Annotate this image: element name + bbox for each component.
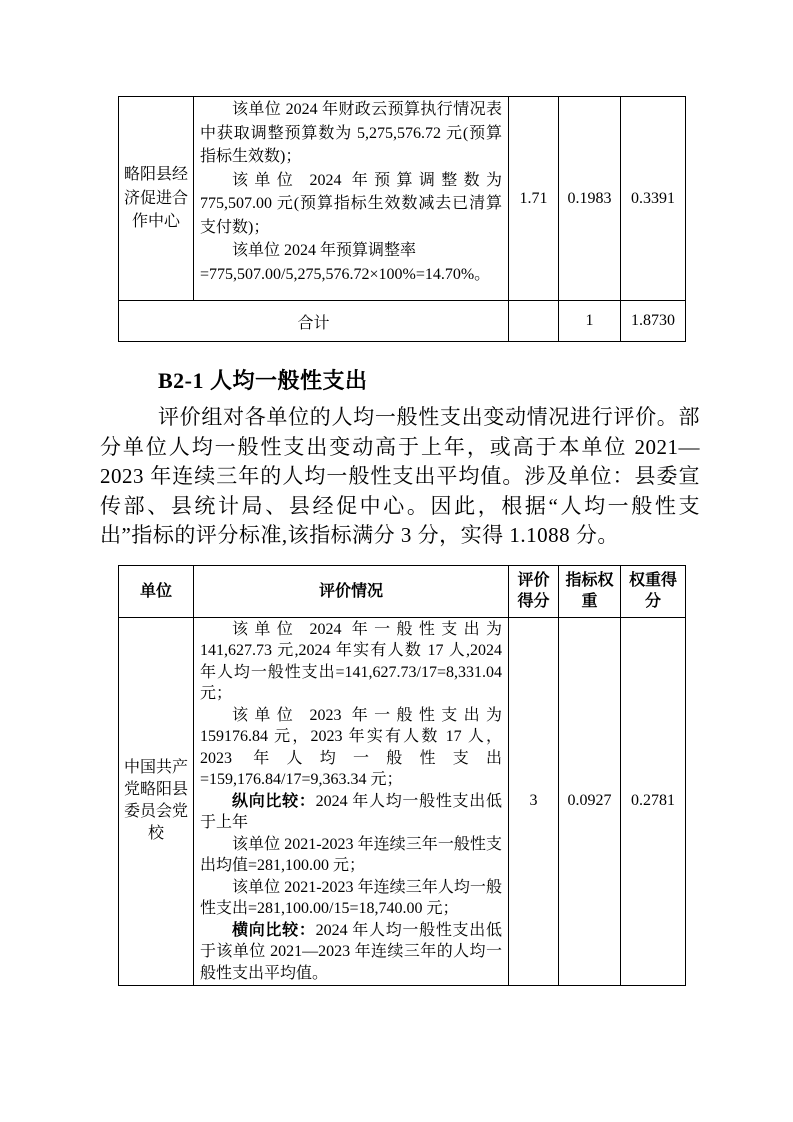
horizontal-comparison-label: 横向比较： [232, 921, 316, 939]
evaluation-paragraph: 该单位 2021-2023 年连续三年一般性支出均值=281,100.00 元； [200, 835, 502, 874]
header-weighted-score: 权重得分 [621, 565, 686, 617]
header-score: 评价得分 [509, 565, 559, 617]
evaluation-formula: =775,507.00/5,275,576.72×100%=14.70%。 [200, 265, 491, 283]
vertical-comparison-paragraph: 纵向比较：2024 年人均一般性支出低于上年 [200, 792, 502, 831]
header-weight: 指标权重 [559, 565, 621, 617]
evaluation-paragraph: 该单位 2023 年一般性支出为 159176.84 元，2023 年实有人数 17 人，2023 年人均一般性支出=159,176.84/17=9,363.34 元； [200, 706, 502, 788]
evaluation-detail-cell [194, 97, 509, 301]
header-unit: 单位 [119, 565, 194, 617]
evaluation-detail-cell [194, 617, 509, 986]
weight-cell: 0.1983 [559, 97, 621, 301]
per-capita-general-expense-table [118, 565, 686, 987]
total-weighted-score-cell: 1.8730 [621, 301, 686, 342]
header-evaluation: 评价情况 [194, 565, 509, 617]
score-cell: 1.71 [509, 97, 559, 301]
budget-adjustment-table [118, 96, 686, 342]
weight-cell: 0.0927 [559, 617, 621, 986]
section-paragraph: 评价组对各单位的人均一般性支出变动情况进行评价。部分单位人均一般性支出变动高于上年，或高于本单位 2021—2023 年连续三年的人均一般性支出平均值。涉及单位：县委宣传部、县统计局、县经促中心。因此，根据“人均一般性支出”指标的评分标准,该指标满分 3 分，实得 1.1088 分。 [100, 405, 700, 547]
total-score-cell [509, 301, 559, 342]
total-weight-cell: 1 [559, 301, 621, 342]
weighted-score-cell: 0.2781 [621, 617, 686, 986]
table-row-dangxiao [119, 617, 686, 986]
evaluation-paragraph: 该单位 2024 年预算调整率 [232, 242, 417, 259]
evaluation-paragraph: 该单位 2021-2023 年连续三年人均一般性支出=281,100.00/15=18,740.00 元； [200, 878, 502, 917]
table-row-jingjicujin [119, 97, 686, 301]
weighted-score-cell: 0.3391 [621, 97, 686, 301]
unit-name-cell: 中国共产党略阳县委员会党校 [119, 617, 194, 986]
horizontal-comparison-paragraph: 横向比较：2024 年人均一般性支出低于该单位 2021—2023 年连续三年的人均一般性支出平均值。 [200, 921, 502, 982]
score-cell: 3 [509, 617, 559, 986]
evaluation-paragraph: 该单位 2024 年财政云预算执行情况表中获取调整预算数为 5,275,576.72 元(预算指标生效数)； [200, 101, 502, 165]
evaluation-paragraph: 该单位 2024 年一般性支出为 141,627.73 元,2024 年实有人数 17 人,2024 年人均一般性支出=141,627.73/17=8,331.04 元； [200, 620, 502, 702]
section-heading: B2-1 人均一般性支出 [158, 368, 368, 393]
unit-name-cell: 略阳县经济促进合作中心 [119, 97, 194, 301]
total-label-cell: 合计 [119, 301, 509, 342]
page-content [100, 96, 700, 986]
vertical-comparison-label: 纵向比较： [232, 792, 316, 810]
total-row [119, 301, 686, 342]
table-header-row [119, 565, 686, 617]
evaluation-paragraph: 该单位 2024 年预算调整数为 775,507.00 元(预算指标生效数减去已清算支付数)； [200, 171, 502, 236]
